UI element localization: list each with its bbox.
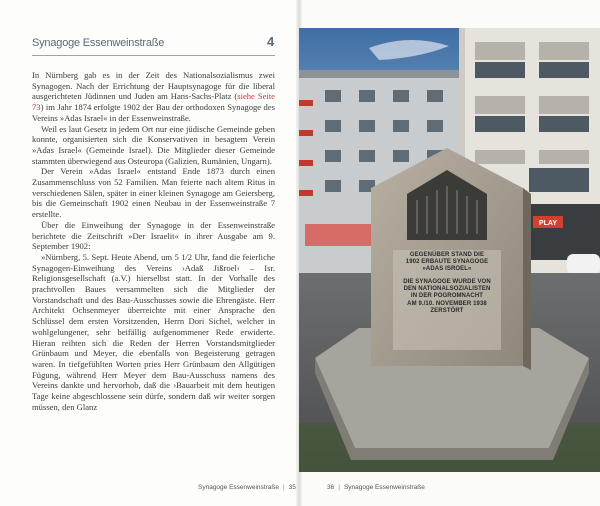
footer-right [327, 484, 425, 491]
shop-front-right [529, 204, 600, 260]
left-page [0, 0, 299, 506]
paragraph-1-text-a: In Nürnberg gab es in der Zeit des Nationalsozialismus zwei Synagogen. Nach der Errichtung der Hauptsynagoge für die liberal ausgerichteten Jüdinnen und Juden am Hans-Sachs-Platz ( [32, 70, 275, 102]
plaque-line: 1902 ERBAUTE SYNAGOGE [405, 259, 489, 266]
memorial-photo [299, 28, 600, 472]
paragraph-2: Weil es laut Gesetz in jedem Ort nur eine jüdische Gemeinde geben konnte, organisierten sich die Konservativen in besagtem Verein »Adas Israel« (Gemeinde Israel). Die Mitglieder dieser Gemeinde stammten überwiegend aus Osteuropa (Galizien, Rumänien, Ungarn). [32, 123, 275, 166]
header-rule [32, 55, 275, 56]
plaque-line: GEGENÜBER STAND DIE [409, 252, 485, 258]
plaque-inscription [393, 252, 501, 315]
memorial-photo-illustration [299, 28, 600, 472]
page-number-left: 35 [288, 484, 296, 491]
chapter-number: 4 [267, 34, 275, 49]
body-text [32, 70, 275, 413]
plaque-line: DEN NATIONALSOZIALISTEN [403, 286, 491, 293]
footer-separator: | [338, 484, 340, 491]
chapter-title: Synagoge Essenweinstraße [32, 37, 165, 49]
footer-separator: | [282, 484, 285, 491]
shop-front-left [305, 224, 375, 246]
plaque-line: AM 9./10. NOVEMBER 1938 [407, 300, 487, 307]
plaque-line: DIE SYNAGOGE WURDE VON [403, 279, 491, 286]
plaque-line: IN DER POGROMNACHT [410, 293, 484, 300]
paragraph-3: Der Verein »Adas Israel« entstand Ende 1873 durch einen Zusammenschluss von 52 Familien. Man feierte nach altem Ritus in verschiedenen Sälen, später in einer kleinen Synagoge am Geiersberg, bis die Gemeinschaft 1902 einen Neubau in der Essenweinstraße 7 erstellte. [32, 166, 275, 220]
page-reference-link[interactable]: siehe Seite 73 [32, 91, 275, 113]
plaque-line: ZERSTÖRT [430, 307, 464, 314]
paragraph-1-text-b: ) im Jahr 1874 erfolgte 1902 der Bau der orthodoxen Synagoge des Vereins »Adas Israel« in der Essenweinstraße. [32, 102, 275, 123]
shop-sign-text: PLAY [538, 220, 558, 227]
paragraph-5: »Nürnberg, 5. Sept. Heute Abend, um 5 1/2 Uhr, fand die feierliche Synagogen-Einweihung des Vereins ›Adaß Jißroel‹ – Isr. Religionsgesellschaft (a.V.) hierselbst statt. In der Vorhalle des prachtvollen Baues versammelten sich die Mitglieder der Vorstandschaft und des Bau-Ausschusses sowie die Ehrengäste. Herr Architekt Ochsenmeyer überreichte mit einer Ansprache den Schlüssel dem ersten Vorsitzenden, Herrn Dori Sichel, welcher in wohlgelungener, sehr beifällig aufgenommener Rede erwiderte. Hieran reihten sich die Reden der Herren Vorstandsmitglieder Grünbaum und Meyer, die ebenfalls von Begeisterung getragen waren. In tiefgefühlten Worten pries Herr Grünbaum den Allgütigen Fügung, während Herr Meyer dem Bau-Ausschuss namens des Vereins dankte und hervorhob, daß die ›Bauarbeit mit dem heutigen Tage keine abgeschlossene sein dürfe, sondern daß wir weiter sorgen müssen, den Glanz [32, 251, 275, 412]
page-number-right: 36 [327, 484, 335, 491]
footer-title-right: Synagoge Essenweinstraße [343, 484, 425, 491]
memorial-stone-side [523, 188, 531, 370]
parked-car [567, 254, 600, 274]
plaque-line: »ADAS ISROEL« [422, 266, 472, 273]
footer-left [198, 484, 296, 491]
paragraph-1 [32, 70, 275, 124]
paragraph-4: Über die Einweihung der Synagoge in der Essenweinstraße berichtete die Zeitschrift »Der Israelit« in ihrer Ausgabe am 9. September 1902: [32, 219, 275, 252]
left-building-roof [299, 70, 459, 78]
footer-title-left: Synagoge Essenweinstraße [198, 484, 279, 491]
